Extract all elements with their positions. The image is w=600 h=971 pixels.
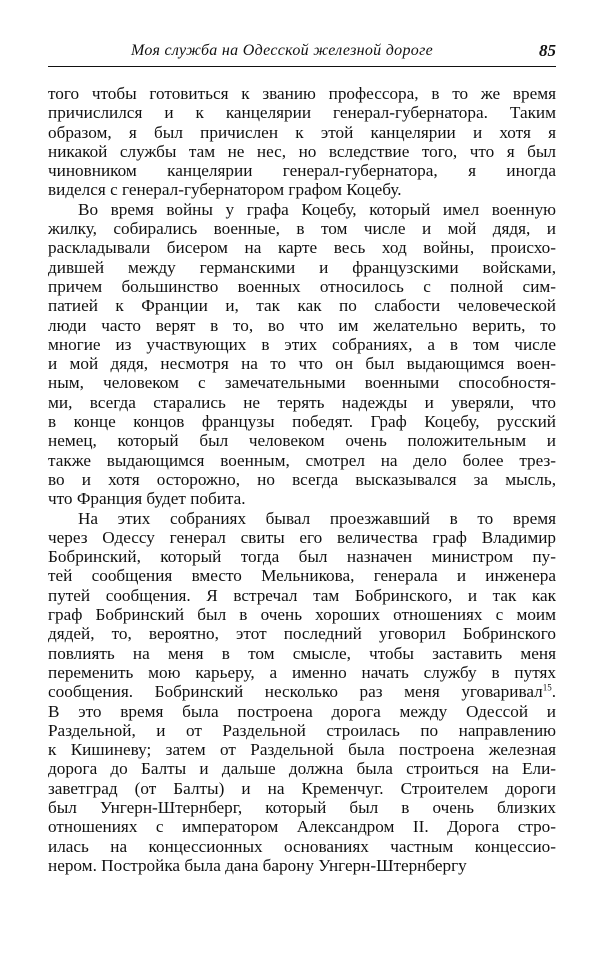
text-line: жилку, собирались военные, в том числе и мой дядя, и <box>48 219 556 239</box>
text-line: ми, всегда старались не терять надежды и уверяли, что <box>48 392 556 412</box>
running-title: Моя служба на Одесской железной дороге <box>130 42 434 59</box>
text-line: причислился и к канцелярии генерал-губернатора. Таким <box>48 103 556 123</box>
text-line: путей сообщения. Я встречал там Бобринского, и так как <box>48 585 556 605</box>
text-line: виделся с генерал-губернатором графом Коцебу. <box>48 180 402 200</box>
paragraph <box>48 200 556 509</box>
text-line: никакой службы там не нес, но вследствие того, что я был <box>48 141 556 161</box>
text-line: причем большинство военных относилось с полной сим- <box>48 276 556 296</box>
text-line: был Унгерн-Штернберг, который был в очень близких <box>48 797 556 817</box>
text-line: повлиять на меня в том смысле, чтобы заставить меня <box>48 643 556 663</box>
text-line: того чтобы готовиться к званию профессора, в то же время <box>48 84 556 103</box>
text-line: через Одессу генерал свиты его величества граф Владимир <box>48 527 556 547</box>
page-number: 85 <box>539 41 556 60</box>
text-line: Раздельной, и от Раздельной строилась по направлению <box>48 720 556 740</box>
text-line: граф Бобринский был в очень хороших отношениях с моим <box>48 605 556 625</box>
text-line: в конце концов французы победят. Граф Коцебу, русский <box>48 412 556 432</box>
text-line: люди часто верят в то, во что им желательно верить, то <box>48 315 556 335</box>
text-line: патией к Франции и, так как по слабости человеческой <box>48 296 556 316</box>
text-line: дядей, то, вероятно, этот последний уговорил Бобринского <box>48 624 556 644</box>
text-line: тей сообщения вместо Мельникова, генерала и инженера <box>48 566 556 586</box>
text-line: многие из участвующих в этих собраниях, а в том числе <box>48 334 556 354</box>
text-line: переменить мою карьеру, а именно начать службу в путях <box>48 662 556 682</box>
text-line: немец, который был человеком очень положительным и <box>48 431 556 451</box>
text-line: во и хотя осторожно, но всегда высказывался за мысль, <box>48 469 556 489</box>
paragraph <box>48 509 556 876</box>
text-line: что Франция будет побита. <box>48 489 246 509</box>
text-line: и мой дядя, несмотря на то что он был выдающимся воен- <box>48 354 556 374</box>
text-line: дившей между германскими и французскими войсками, <box>48 257 556 277</box>
text-line: заветград (от Балты) и на Кременчуг. Строителем дороги <box>48 778 556 798</box>
text-line: отношениях с императором Александром II. Дорога стро- <box>48 817 556 837</box>
text-line: также выдающимся военным, смотрел на дело более трез- <box>48 450 556 470</box>
text-line: илась на концессионных основаниях частным концессио- <box>48 836 556 856</box>
text-line: На этих собраниях бывал проезжавший в то время <box>78 508 556 528</box>
text-line: раскладывали бисером на карте весь ход войны, происхо- <box>48 238 556 258</box>
footnote-mark: 15 <box>542 682 552 693</box>
body-text <box>48 84 556 875</box>
text-line: дорога до Балты и дальше должна была строиться на Ели- <box>48 759 556 779</box>
text-line: к Кишиневу; затем от Раздельной была построена железная <box>48 740 556 760</box>
page-header <box>48 38 556 67</box>
text-line: В это время была построена дорога между Одессой и <box>48 701 556 721</box>
text-line: образом, я был причислен к этой канцелярии и хотя я <box>48 122 556 142</box>
text-line: Во время войны у графа Коцебу, который имел военную <box>78 199 556 219</box>
text-line: сообщения. Бобринский несколько раз меня уговаривал$^{15}$. <box>48 682 556 702</box>
text-line: нером. Постройка была дана барону Унгерн-Штернбергу <box>48 855 467 875</box>
text-line: Бобринский, который тогда был назначен министром пу- <box>48 547 556 567</box>
paragraph <box>48 84 556 200</box>
text-line: чиновником канцелярии генерал-губернатора, я иногда <box>48 161 556 181</box>
text-line: ным, человеком с замечательными военными способностя- <box>48 373 556 393</box>
